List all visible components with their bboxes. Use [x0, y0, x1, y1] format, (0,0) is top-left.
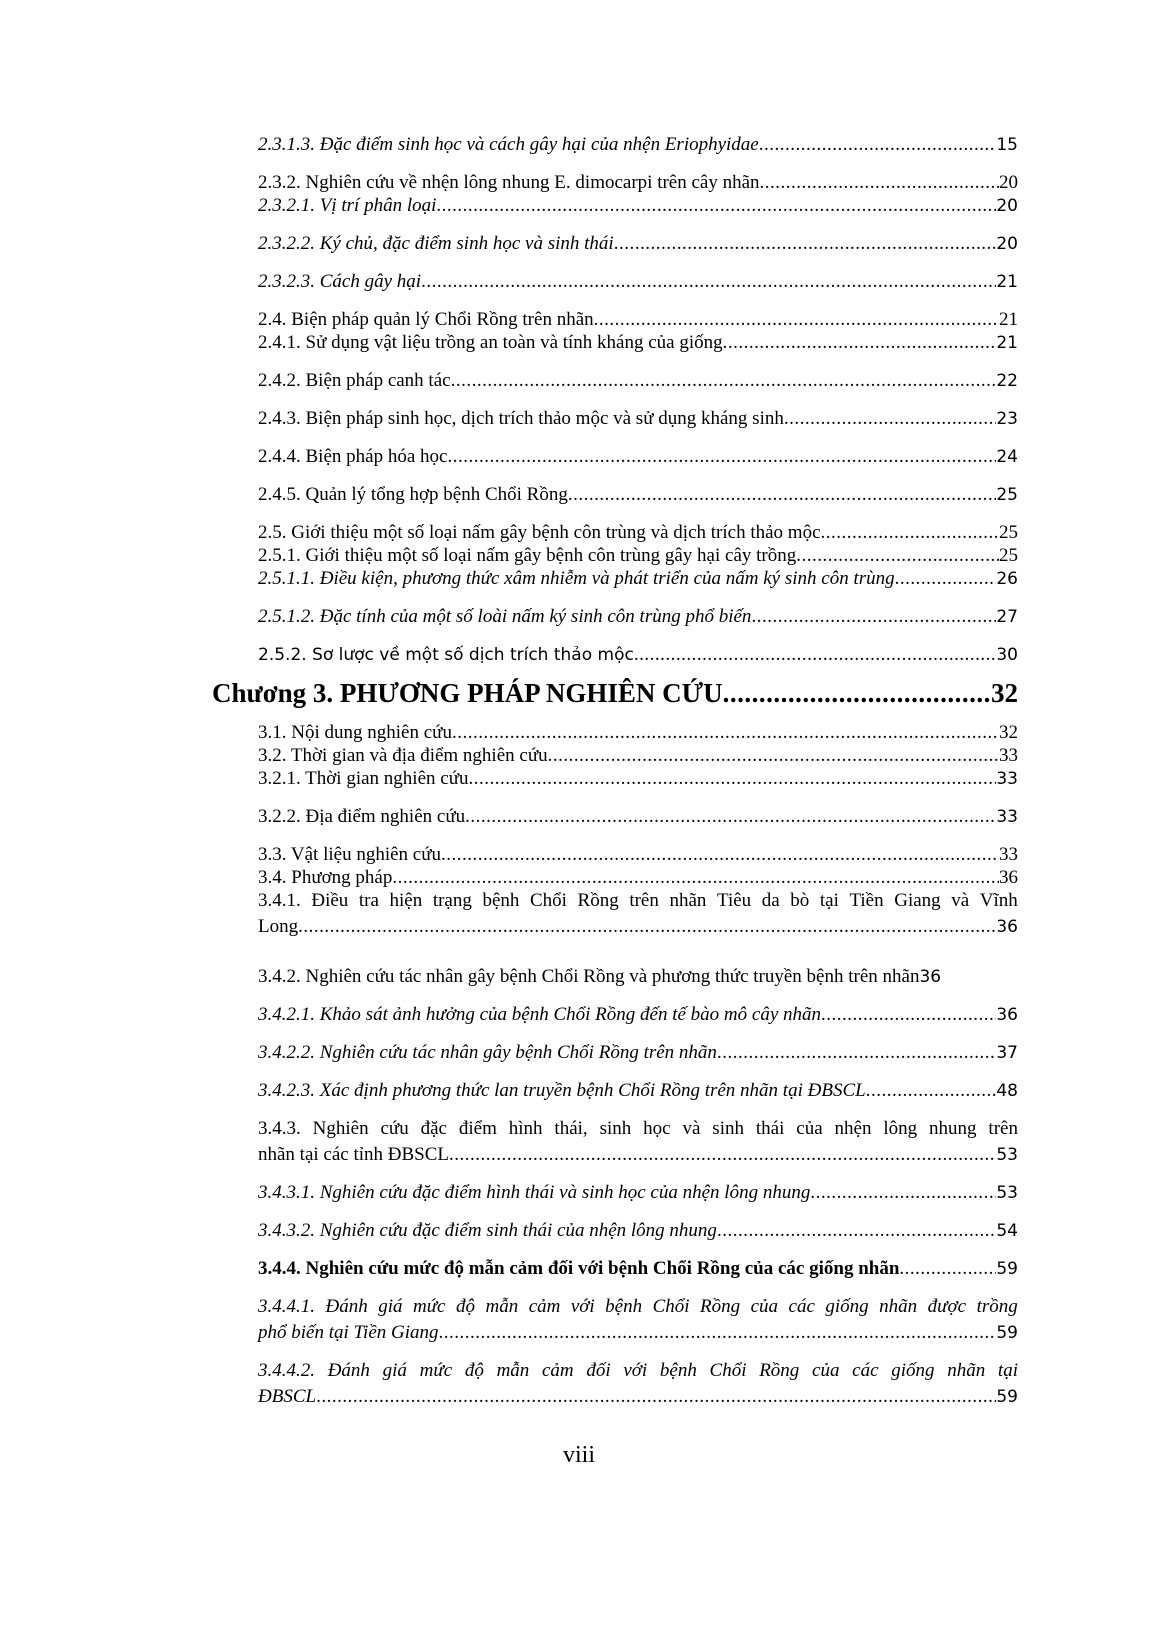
toc-page-number: 36	[996, 917, 1018, 937]
dot-leader	[436, 193, 996, 219]
dot-leader	[717, 1040, 996, 1066]
toc-page-number: 24	[996, 447, 1018, 467]
toc-page-number: 36	[996, 1005, 1018, 1025]
toc-entry[interactable]	[258, 444, 1018, 470]
toc-entry-title: 2.5.1. Giới thiệu một số loại nấm gây bệnh côn trùng gây hại cây trồng	[258, 545, 797, 566]
toc-page-number: 36	[999, 867, 1018, 888]
toc-entry[interactable]	[258, 604, 1018, 630]
toc-entry-title: 3.4.2.3. Xác định phương thức lan truyền bệnh Chổi Rồng trên nhãn tại ĐBSCL	[258, 1080, 866, 1101]
toc-entry-title: 2.5.1.1. Điều kiện, phương thức xâm nhiễm và phát triển của nấm ký sinh côn trùng	[258, 568, 895, 589]
toc-entry-title-continued: ĐBSCL	[258, 1386, 317, 1407]
toc-page-number: 20	[999, 172, 1018, 193]
toc-entry-title: 2.5. Giới thiệu một số loại nấm gây bệnh côn trùng và dịch trích thảo mộc	[258, 522, 821, 543]
toc-page-number: 25	[996, 485, 1018, 505]
toc-entry[interactable]	[258, 132, 1018, 158]
toc-page-number: 33	[999, 745, 1018, 766]
toc-entry-title: 3.4.3. Nghiên cứu đặc điểm hình thái, sinh học và sinh thái của nhện lông nhung trên	[258, 1118, 1018, 1139]
toc-entry[interactable]	[258, 1256, 1018, 1282]
toc-chapter-heading[interactable]	[212, 676, 1018, 710]
toc-entry-title: 2.3.2. Nghiên cứu về nhện lông nhung E. dimocarpi trên cây nhãn	[258, 172, 760, 193]
dot-leader	[316, 1384, 996, 1410]
dot-leader	[447, 444, 996, 470]
toc-page-number: 23	[996, 409, 1018, 429]
toc-entry-title: 3.4.4. Nghiên cứu mức độ mẫn cảm đối với bệnh Chổi Rồng của các giống nhãn	[258, 1258, 900, 1279]
toc-entry[interactable]	[258, 1040, 1018, 1066]
dot-leader	[784, 406, 997, 432]
toc-entry-title: 2.4.5. Quản lý tổng hợp bệnh Chổi Rồng	[258, 484, 568, 505]
toc-entry-title: Chương 3. PHƯƠNG PHÁP NGHIÊN CỨU	[212, 678, 723, 708]
toc-entry-title: 3.4.1. Điều tra hiện trạng bệnh Chổi Rồng trên nhãn Tiêu da bò tại Tiền Giang và Vĩnh	[258, 890, 1018, 911]
toc-page-number: 30	[996, 645, 1018, 665]
toc-page-number: 54	[996, 1221, 1018, 1241]
toc-entry-title: 2.4. Biện pháp quản lý Chổi Rồng trên nhãn	[258, 309, 594, 330]
page-number-footer: viii	[562, 1442, 595, 1468]
dot-leader	[465, 804, 996, 830]
dot-leader	[723, 330, 997, 356]
toc-entry[interactable]	[258, 1002, 1018, 1028]
toc-page-number: 20	[996, 234, 1018, 254]
toc-entry[interactable]	[258, 888, 1018, 940]
toc-page-number: 21	[996, 272, 1018, 292]
toc-entry-title: 3.4.4.2. Đánh giá mức độ mẫn cảm đối với bệnh Chổi Rồng của các giống nhãn tại	[258, 1360, 1018, 1381]
dot-leader	[634, 642, 997, 668]
toc-entry-title: 3.3. Vật liệu nghiên cứu	[258, 844, 442, 865]
toc-entry[interactable]	[258, 482, 1018, 508]
toc-entry-title-continued: Long	[258, 916, 299, 937]
toc-page-number: 27	[996, 607, 1018, 627]
toc-entry[interactable]	[258, 231, 1018, 257]
dot-leader	[759, 132, 997, 158]
toc-page-number: 26	[996, 569, 1018, 589]
toc-entry[interactable]	[258, 269, 1018, 295]
toc-page-number: 37	[996, 1043, 1018, 1063]
toc-entry-title-continued: phổ biến tại Tiền Giang	[258, 1322, 439, 1343]
toc-page-number: 20	[996, 196, 1018, 216]
toc-entry[interactable]	[258, 1358, 1018, 1410]
toc-page-number: 25	[999, 545, 1018, 566]
toc-entry[interactable]	[258, 766, 1018, 792]
toc-page-number: 53	[996, 1183, 1018, 1203]
toc-entry-title: 2.4.4. Biện pháp hóa học	[258, 446, 448, 467]
toc-entry-title: 3.4.4.1. Đánh giá mức độ mẫn cảm với bệnh Chổi Rồng của các giống nhãn được trồng	[258, 1296, 1018, 1317]
toc-page-number: 21	[999, 309, 1018, 330]
dot-leader	[723, 676, 991, 710]
toc-entry-title: 2.3.1.3. Đặc điểm sinh học và cách gây hại của nhện Eriophyidae	[258, 134, 759, 155]
toc-page-number: 33	[996, 807, 1018, 827]
toc-entry[interactable]	[258, 1078, 1018, 1104]
toc-page-number: 21	[996, 333, 1018, 353]
toc-entry-title: 2.4.3. Biện pháp sinh học, dịch trích thảo mộc và sử dụng kháng sinh	[258, 408, 784, 429]
toc-entry[interactable]	[258, 642, 1018, 668]
dot-leader	[439, 1320, 997, 1346]
toc-entry[interactable]	[258, 566, 1018, 592]
toc-entry[interactable]	[258, 1218, 1018, 1244]
toc-entry-title: 3.4.2. Nghiên cứu tác nhân gây bệnh Chổi Rồng và phương thức truyền bệnh trên nhãn	[258, 966, 920, 987]
toc-page-number: 32	[991, 678, 1018, 708]
dot-leader	[451, 368, 997, 394]
toc-entry[interactable]	[258, 1116, 1018, 1168]
toc-entry[interactable]	[258, 964, 1018, 990]
toc-entry-title: 3.4.3.1. Nghiên cứu đặc điểm hình thái và sinh học của nhện lông nhung	[258, 1182, 811, 1203]
toc-entry[interactable]	[258, 368, 1018, 394]
toc-page-number: 32	[999, 722, 1018, 743]
toc-entry-title: 3.1. Nội dung nghiên cứu	[258, 722, 452, 743]
toc-entry-title: 2.4.2. Biện pháp canh tác	[258, 370, 451, 391]
toc-entry-title: 2.4.1. Sử dụng vật liệu trồng an toàn và tính kháng của giống	[258, 332, 723, 353]
toc-entry-title: 3.4. Phương pháp	[258, 867, 393, 888]
toc-page-number: 33	[999, 844, 1018, 865]
toc-entry[interactable]	[258, 330, 1018, 356]
toc-page-number: 59	[996, 1259, 1018, 1279]
toc-page-number: 25	[999, 522, 1018, 543]
dot-leader	[895, 566, 997, 592]
toc-page-number: 59	[996, 1323, 1018, 1343]
toc-page-number: 59	[996, 1387, 1018, 1407]
toc-entry-title: 3.4.2.1. Khảo sát ảnh hưởng của bệnh Chổi Rồng đến tế bào mô cây nhãn	[258, 1004, 822, 1025]
dot-leader	[614, 231, 997, 257]
toc-entry-title: 2.5.1.2. Đặc tính của một số loài nấm ký sinh côn trùng phổ biến	[258, 606, 752, 627]
toc-entry-title: 3.4.2.2. Nghiên cứu tác nhân gây bệnh Chổi Rồng trên nhãn	[258, 1042, 717, 1063]
toc-entry[interactable]	[258, 804, 1018, 830]
toc-entry-title: 2.3.2.2. Ký chủ, đặc điểm sinh học và sinh thái	[258, 233, 614, 254]
dot-leader	[810, 1180, 996, 1206]
dot-leader	[298, 914, 996, 940]
dot-leader	[469, 766, 997, 792]
toc-page-number: 36	[919, 967, 942, 987]
toc-entry-title: 3.4.3.2. Nghiên cứu đặc điểm sinh thái của nhện lông nhung	[258, 1220, 717, 1241]
toc-entry[interactable]	[258, 193, 1018, 219]
toc-entry[interactable]	[258, 1180, 1018, 1206]
dot-leader	[899, 1256, 996, 1282]
toc-entry-title: 3.2. Thời gian và địa điểm nghiên cứu	[258, 745, 548, 766]
toc-page-number: 48	[996, 1081, 1018, 1101]
toc-entry-title-continued: nhãn tại các tỉnh ĐBSCL	[258, 1144, 450, 1165]
toc-page-number: 22	[996, 371, 1018, 391]
dot-leader	[421, 269, 996, 295]
toc-entry-title: 3.2.2. Địa điểm nghiên cứu	[258, 806, 466, 827]
toc-entry-title: 2.5.2. Sơ lược về một số dịch trích thảo mộc	[258, 645, 634, 665]
toc-entry[interactable]	[258, 1294, 1018, 1346]
toc-entry-title: 2.3.2.3. Cách gây hại	[258, 271, 422, 292]
dot-leader	[751, 604, 996, 630]
toc-page-number: 15	[996, 135, 1018, 155]
dot-leader	[717, 1218, 996, 1244]
dot-leader	[821, 1002, 996, 1028]
dot-leader	[866, 1078, 997, 1104]
toc-entry[interactable]	[258, 406, 1018, 432]
toc-entry-title: 2.3.2.1. Vị trí phân loại	[258, 195, 437, 216]
toc-entry-title: 3.2.1. Thời gian nghiên cứu	[258, 768, 469, 789]
dot-leader	[449, 1142, 996, 1168]
toc-page-number: 33	[996, 769, 1018, 789]
toc-page-number: 53	[996, 1145, 1018, 1165]
dot-leader	[568, 482, 997, 508]
